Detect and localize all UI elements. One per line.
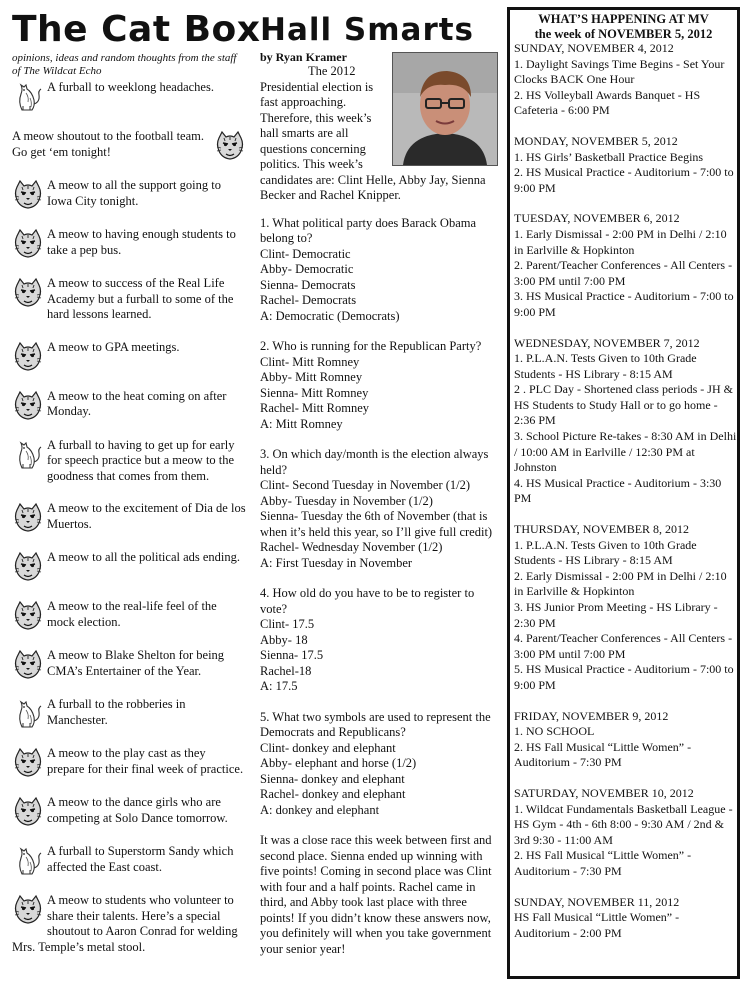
answer-line: Rachel- Wednesday November (1/2)	[260, 540, 443, 554]
calendar-event: 4. HS Musical Practice - Auditorium - 3:30 PM	[514, 475, 722, 506]
cat-box-title: The Cat Box	[12, 9, 261, 50]
cat-icon	[12, 80, 44, 112]
answer-line: Abby- Democratic	[260, 262, 354, 276]
calendar-day-title: THURSDAY, NOVEMBER 8, 2012	[514, 522, 690, 537]
calendar-event: 1. Early Dismissal - 2:00 PM in Delhi / 2:10 in Earlville & Hopkinton	[514, 226, 727, 257]
calendar-day	[510, 41, 737, 119]
cat-box-item-text: A meow to all the support going to Iowa City tonight.	[47, 178, 221, 208]
calendar-day-title: TUESDAY, NOVEMBER 6, 2012	[514, 211, 680, 226]
calendar-day	[510, 134, 737, 196]
hall-smarts-title: Hall Smarts	[260, 12, 475, 48]
wildcat-icon	[12, 599, 44, 631]
byline: by Ryan Kramer	[260, 50, 347, 64]
cat-box-column	[12, 9, 261, 972]
cat-box-item-text: A furball to Superstorm Sandy which affected the East coast.	[47, 844, 234, 874]
wildcat-icon	[12, 550, 44, 582]
answer-line: Sienna- Tuesday the 6th of November (that is when it’s held this year, so I’ll give full credit)	[260, 509, 493, 539]
cat-box-item	[12, 550, 246, 582]
wildcat-icon	[12, 893, 44, 925]
cat-box-item	[12, 844, 246, 876]
calendar-event: 1. P.L.A.N. Tests Given to 10th Grade Students - HS Library - 8:15 AM	[514, 537, 697, 568]
calendar-day	[510, 786, 737, 880]
wildcat-icon	[214, 129, 246, 161]
calendar-event: 2 . PLC Day - Shortened class periods - JH & HS Students to Study Hall or to go home - 2:36 PM	[514, 382, 733, 428]
answer-line: Sienna- Mitt Romney	[260, 385, 369, 400]
conclusion-paragraph: It was a close race this week between first and second place. Sienna ended up winning with five points! Coming in second place was Clint with four and a half points. Rachel came in third, and Abby took last place with three points! If you didn’t know these answers now, you definitely will when you take government your senior year!	[260, 833, 492, 956]
answer-line: Sienna- Democrats	[260, 277, 356, 292]
calendar-day	[510, 336, 737, 508]
cat-box-subtitle	[12, 52, 246, 78]
calendar-day	[510, 522, 737, 694]
wildcat-icon	[12, 276, 44, 308]
calendar-day	[510, 709, 737, 771]
cat-box-item	[12, 599, 246, 631]
portrait-image	[393, 53, 497, 165]
calendar-event: 3. School Picture Re-takes - 8:30 AM in Delhi / 10:00 AM in Earlville / 12:30 PM at Johnston	[514, 429, 737, 475]
cat-box-list	[12, 80, 246, 955]
answer-line: A: 17.5	[260, 679, 298, 693]
calendar-event: 2. HS Fall Musical “Little Women” - Auditorium - 7:30 PM	[514, 848, 692, 878]
wildcat-icon	[12, 648, 44, 680]
answer-line: A: Mitt Romney	[260, 416, 343, 431]
wildcat-icon	[12, 178, 44, 210]
cat-box-item	[12, 795, 246, 827]
cat-box-item-text: A meow to students who volunteer to share their talents. Here’s a special shoutout to Aaron Conrad for welding Mrs. Temple’s metal stool.	[12, 893, 238, 954]
hall-smarts-column	[260, 10, 498, 972]
wildcat-icon	[12, 501, 44, 533]
cat-box-item-text: A furball to weeklong headaches.	[47, 80, 214, 94]
calendar-event: 4. Parent/Teacher Conferences - All Centers - 3:00 PM until 7:00 PM	[514, 631, 733, 661]
cat-box-item	[12, 438, 246, 485]
cat-box-item-text: A meow to the excitement of Dia de los Muertos.	[47, 501, 246, 531]
calendar-day-title: FRIDAY, NOVEMBER 9, 2012	[514, 708, 669, 723]
cat-box-item-text: A furball to having to get up for early for speech practice but a meow to the goodness that comes from them.	[47, 437, 235, 483]
calendar-event: HS Fall Musical “Little Women” - Auditorium - 2:00 PM	[514, 910, 680, 940]
calendar-event: 3. HS Junior Prom Meeting - HS Library - 2:30 PM	[514, 600, 718, 630]
calendar-event: 5. HS Musical Practice - Auditorium - 7:00 to 9:00 PM	[514, 662, 734, 692]
question-text: 1. What political party does Barack Obama belong to?	[260, 215, 477, 245]
cat-box-item-text: A meow to all the political ads ending.	[47, 550, 241, 564]
calendar-day-title: SUNDAY, NOVEMBER 4, 2012	[514, 41, 674, 55]
calendar-event: 2. Early Dismissal - 2:00 PM in Delhi / 2:10 in Earlville & Hopkinton	[514, 568, 727, 599]
question-block	[260, 447, 498, 571]
wildcat-icon	[12, 227, 44, 259]
cat-box-item	[12, 340, 246, 372]
wildcat-icon	[12, 746, 44, 778]
cat-box-paper-name: The Wildcat Echo	[23, 65, 102, 77]
cat-box-item-text: A meow to the play cast as they prepare for their final week of practice.	[47, 746, 244, 776]
cat-box-item	[12, 276, 246, 323]
cat-box-item	[12, 80, 246, 112]
cat-box-item-text: A meow to the real-life feel of the mock election.	[47, 599, 217, 629]
cat-box-item-text: A meow to GPA meetings.	[47, 339, 180, 354]
question-block	[260, 586, 498, 695]
whats-happening-heading	[510, 12, 737, 41]
answer-line: Clint- Mitt Romney	[260, 354, 360, 369]
calendar-event: 2. Parent/Teacher Conferences - All Centers - 3:00 PM until 7:00 PM	[514, 258, 733, 288]
question-block	[260, 339, 498, 432]
cat-box-item-text: A meow to success of the Real Life Academy but a furball to some of the hard lessons learned.	[47, 276, 234, 321]
wildcat-icon	[12, 795, 44, 827]
calendar-event: 1. Wildcat Fundamentals Basketball League - HS Gym - 4th - 6th 8:00 - 9:30 AM / 2nd & 3rd 9:30 - 11:00 AM	[514, 801, 733, 847]
heading-line-1: WHAT’S HAPPENING AT MV	[538, 12, 709, 26]
wildcat-icon	[12, 340, 44, 372]
question-block	[260, 216, 498, 325]
answer-line: Clint- Second Tuesday in November (1/2)	[260, 478, 471, 492]
calendar-event: 2. HS Volleyball Awards Banquet - HS Cafeteria - 6:00 PM	[514, 87, 701, 118]
calendar-day-title: MONDAY, NOVEMBER 5, 2012	[514, 133, 678, 148]
calendar-event: 2. HS Musical Practice - Auditorium - 7:00 to 9:00 PM	[514, 165, 734, 195]
answer-line: Rachel-18	[260, 663, 312, 678]
wildcat-icon	[12, 389, 44, 421]
cat-box-item-text: A meow to having enough students to take a pep bus.	[47, 227, 236, 257]
answer-line: Abby- Mitt Romney	[260, 370, 363, 384]
question-text: 3. On which day/month is the election always held?	[260, 447, 489, 477]
question-list	[260, 216, 498, 819]
calendar-list	[510, 41, 737, 941]
cat-box-item	[12, 178, 246, 210]
cat-box-item	[12, 893, 246, 955]
answer-line: Abby- 18	[260, 632, 308, 647]
cat-box-item-text: A meow to the dance girls who are competing at Solo Dance tomorrow.	[47, 795, 228, 825]
heading-line-2: the week of NOVEMBER 5, 2012	[534, 26, 713, 41]
answer-line: A: Democratic (Democrats)	[260, 308, 400, 323]
question-text: 4. How old do you have to be to register to vote?	[260, 586, 475, 616]
author-photo	[392, 52, 498, 166]
cat-box-item-text: A meow shoutout to the football team. Go get ‘em tonight!	[12, 129, 204, 159]
calendar-event: 3. HS Musical Practice - Auditorium - 7:00 to 9:00 PM	[514, 289, 734, 319]
answer-line: Rachel- Democrats	[260, 293, 357, 307]
cat-icon	[12, 697, 44, 729]
calendar-day-title: SATURDAY, NOVEMBER 10, 2012	[514, 785, 694, 800]
answer-line: Sienna- donkey and elephant	[260, 771, 405, 786]
cat-box-item-text: A furball to the robberies in Manchester.	[47, 697, 186, 727]
answer-line: Clint- Democratic	[260, 246, 351, 261]
whats-happening-box	[507, 7, 740, 979]
question-text: 2. Who is running for the Republican Party?	[260, 339, 482, 353]
cat-icon	[12, 844, 44, 876]
answer-line: Rachel- Mitt Romney	[260, 401, 370, 415]
cat-box-subtitle-text: opinions, ideas and random thoughts from the staff of	[12, 52, 237, 77]
calendar-event: 1. P.L.A.N. Tests Given to 10th Grade Students - HS Library - 8:15 AM	[514, 351, 697, 381]
cat-box-item	[12, 501, 246, 533]
answer-line: Clint- 17.5	[260, 617, 315, 631]
calendar-event: 1. NO SCHOOL	[514, 724, 595, 739]
intro-paragraph: The 2012 Presidential election is fast approaching. Therefore, this week’s hall smarts are all questions concerning politics. This week’s candidates are: Clint Helle, Abby Jay, Sienna Becker and Rachel Knipper.	[260, 64, 486, 202]
calendar-day-title: WEDNESDAY, NOVEMBER 7, 2012	[514, 335, 700, 350]
calendar-day	[510, 895, 737, 942]
cat-box-item-text: A meow to Blake Shelton for being CMA’s Entertainer of the Year.	[47, 648, 225, 678]
answer-line: Sienna- 17.5	[260, 648, 324, 662]
answer-line: Abby- Tuesday in November (1/2)	[260, 493, 433, 508]
cat-box-item	[12, 697, 246, 729]
question-block	[260, 710, 498, 819]
answer-line: Clint- donkey and elephant	[260, 740, 396, 755]
cat-box-item	[12, 648, 246, 680]
calendar-event: 1. HS Girls’ Basketball Practice Begins	[514, 149, 704, 164]
answer-line: Abby- elephant and horse (1/2)	[260, 756, 417, 770]
cat-icon	[12, 438, 44, 470]
answer-line: Rachel- donkey and elephant	[260, 787, 406, 801]
cat-box-item	[12, 227, 246, 259]
calendar-event: 1. Daylight Savings Time Begins - Set Your Clocks BACK One Hour	[514, 56, 725, 87]
answer-line: A: donkey and elephant	[260, 802, 380, 817]
cat-box-item	[12, 129, 246, 161]
cat-box-item	[12, 746, 246, 778]
cat-box-item-text: A meow to the heat coming on after Monday.	[47, 388, 227, 418]
cat-box-item	[12, 389, 246, 421]
calendar-day-title: SUNDAY, NOVEMBER 11, 2012	[514, 894, 680, 909]
answer-line: A: First Tuesday in November	[260, 555, 413, 570]
question-text: 5. What two symbols are used to represent the Democrats and Republicans?	[260, 709, 491, 739]
calendar-day	[510, 211, 737, 320]
calendar-event: 2. HS Fall Musical “Little Women” - Auditorium - 7:30 PM	[514, 739, 692, 770]
